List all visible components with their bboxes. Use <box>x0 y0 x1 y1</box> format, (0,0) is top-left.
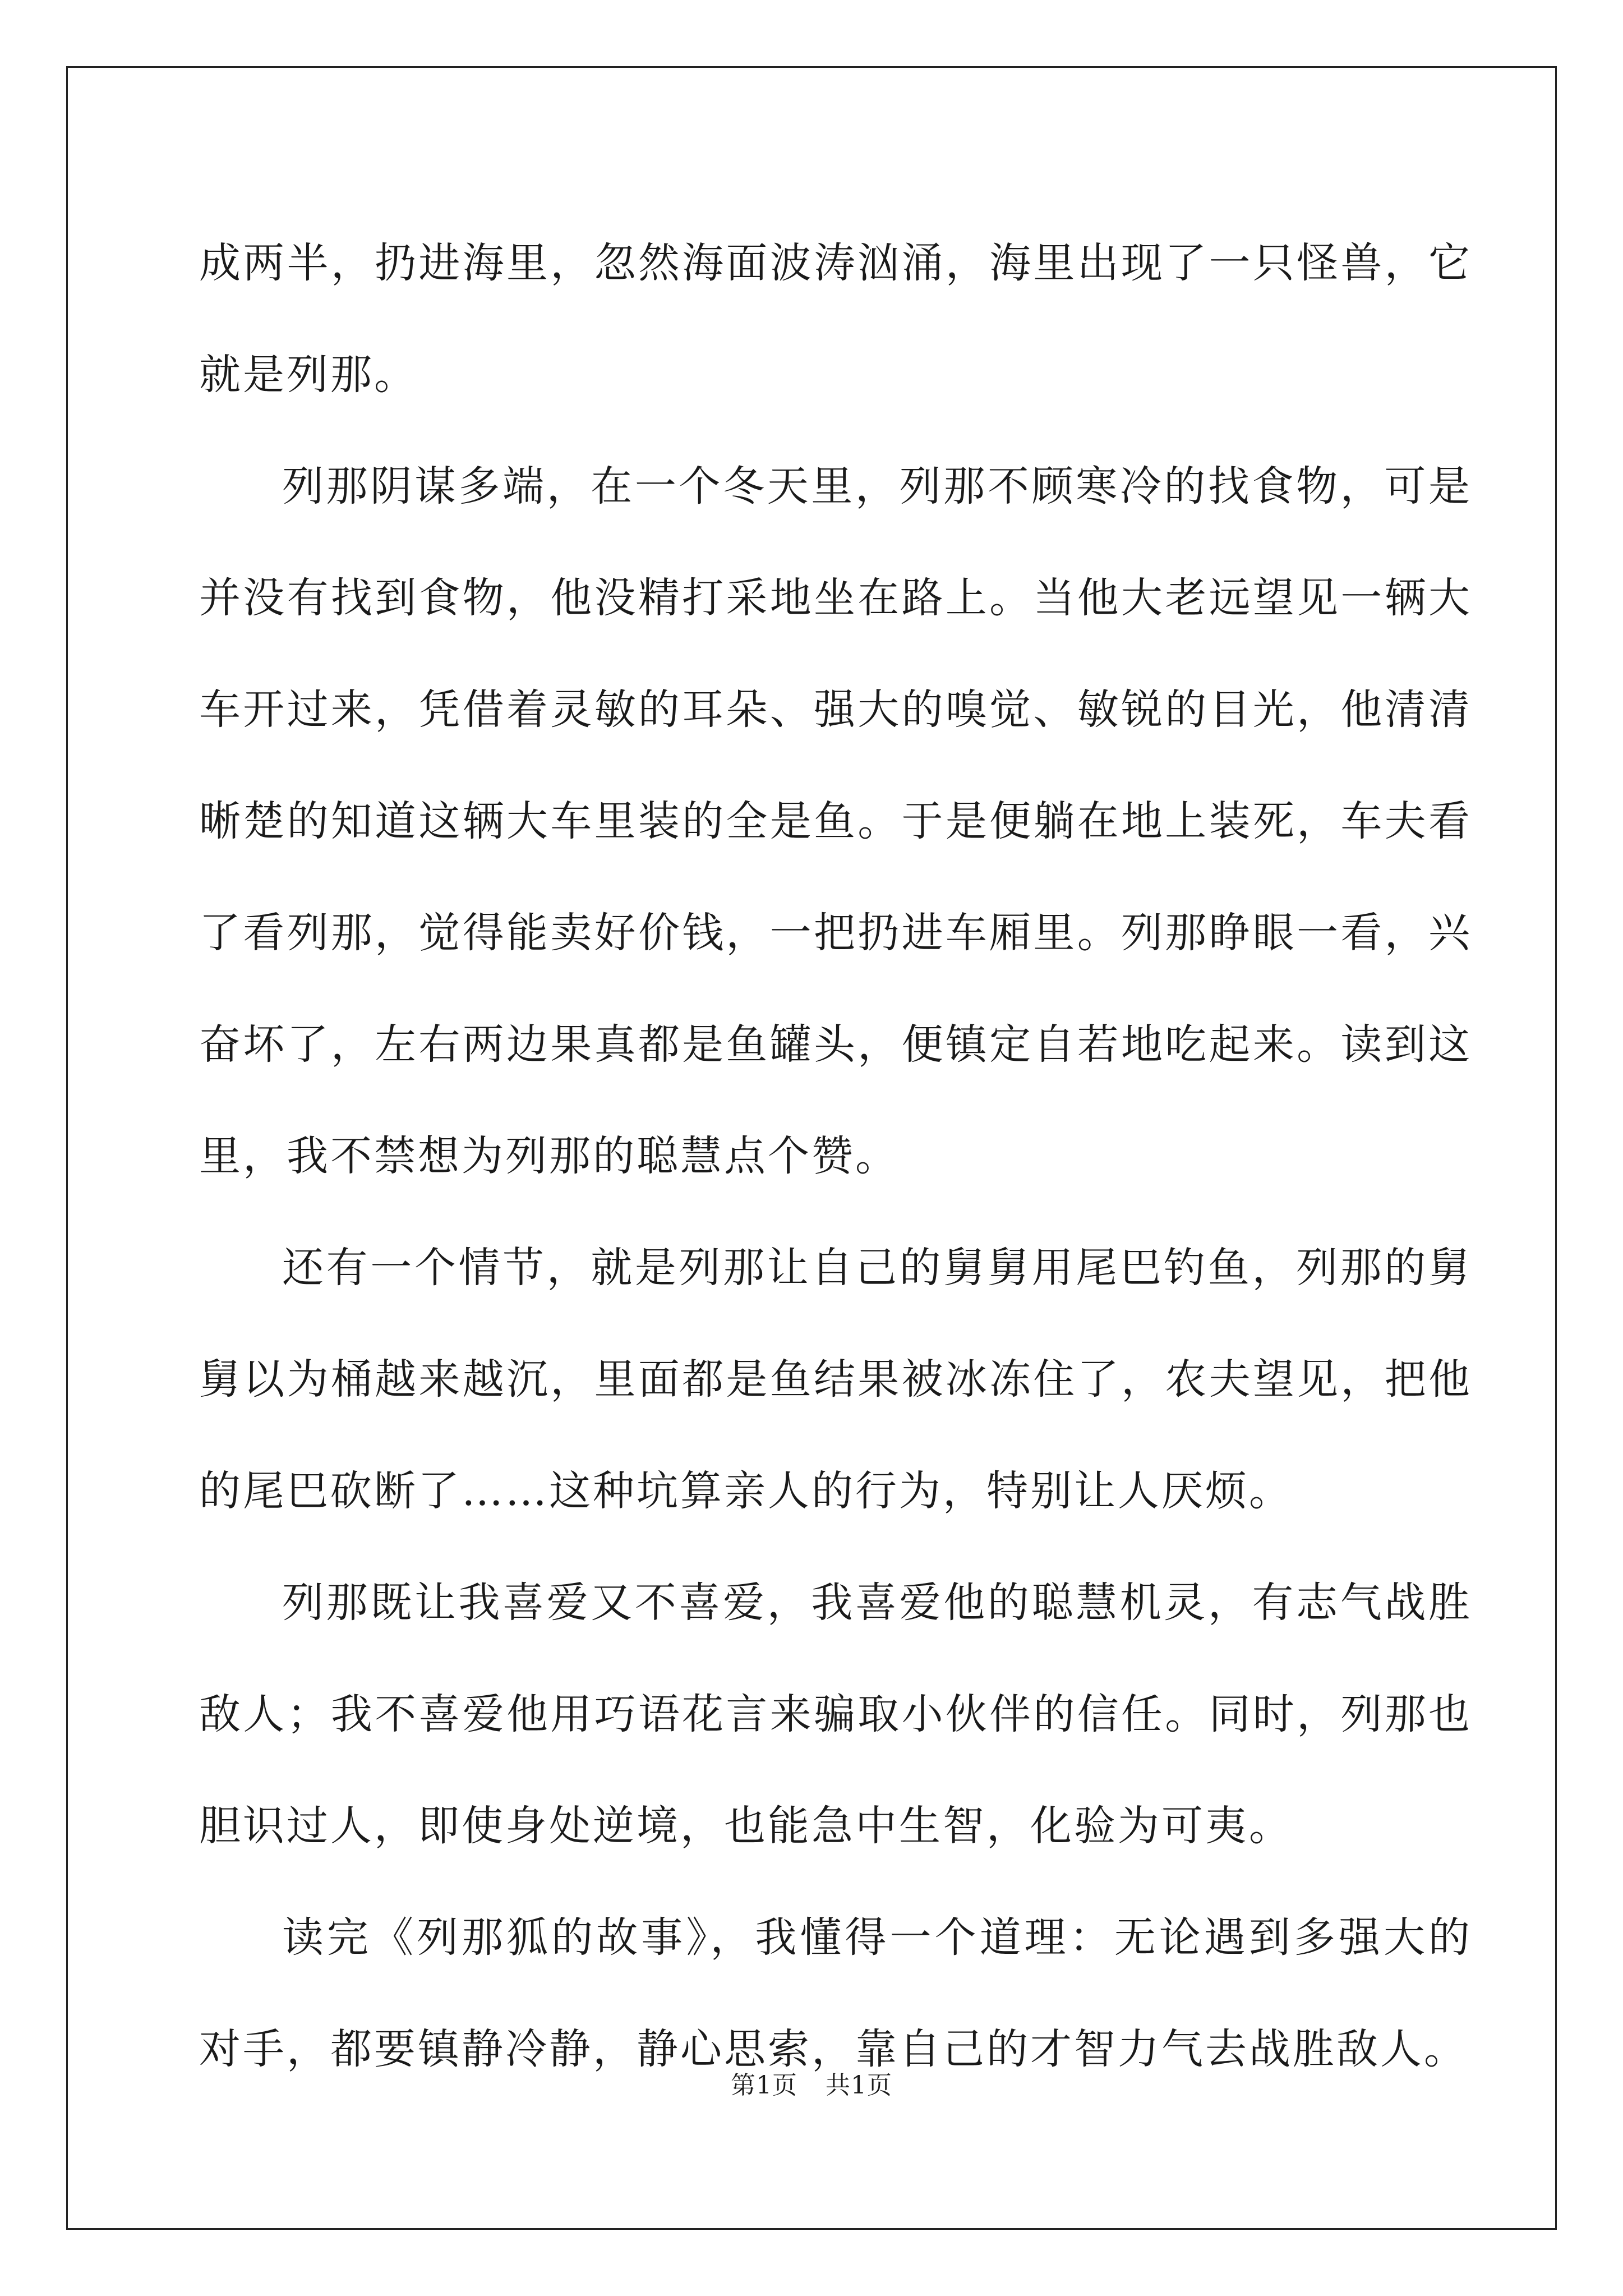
paragraph-4: 列那既让我喜爱又不喜爱，我喜爱他的聪慧机灵，有志气战胜敌人；我不喜爱他用巧语花言来骗取小伙伴的信任。同时，列那也胆识过人，即使身处逆境，也能急中生智，化验为可夷。 <box>199 1579 1472 1850</box>
paragraph-5: 读完《列那狐的故事》，我懂得一个道理：无论遇到多强大的对手，都要镇静冷静，静心思索，靠自己的才智力气去战胜敌人。 <box>199 1913 1472 2073</box>
paragraph-2: 列那阴谋多端，在一个冬天里，列那不顾寒冷的找食物，可是并没有找到食物，他没精打采地坐在路上。当他大老远望见一辆大车开过来，凭借着灵敏的耳朵、强大的嗅觉、敏锐的目光，他清清晰楚的知道这辆大车里装的全是鱼。于是便躺在地上装死，车夫看了看列那，觉得能卖好价钱，一把扔进车厢里。列那睁眼一看，兴奋坏了，左右两边果真都是鱼罐头，便镇定自若地吃起来。读到这里，我不禁想为列那的聪慧点个赞。 <box>199 462 1472 1180</box>
page-footer <box>0 2069 1623 2102</box>
paragraph-3: 还有一个情节，就是列那让自己的舅舅用尾巴钓鱼，列那的舅舅以为桶越来越沉，里面都是鱼结果被冰冻住了，农夫望见，把他的尾巴砍断了……这种坑算亲人的行为，特别让人厌烦。 <box>199 1244 1472 1515</box>
document-body <box>199 208 1472 2105</box>
page-total: 共1页 <box>826 2071 892 2100</box>
page-number: 第1页 <box>731 2071 797 2100</box>
paragraph-1: 成两半，扔进海里，忽然海面波涛汹涌，海里出现了一只怪兽，它就是列那。 <box>199 239 1472 399</box>
